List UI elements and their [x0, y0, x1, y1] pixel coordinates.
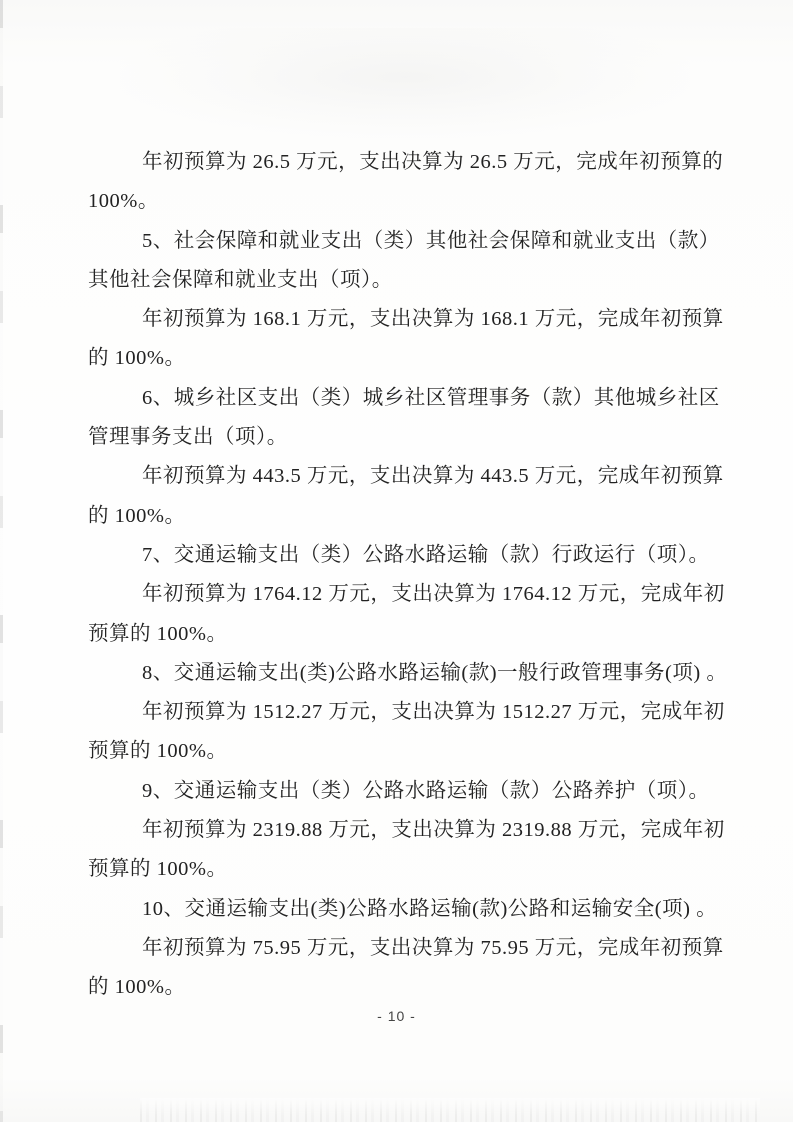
document-line: 9、交通运输支出（类）公路水路运输（款）公路养护（项）。	[142, 779, 710, 802]
document-line: 的 100%。	[88, 976, 186, 999]
document-line: 其他社会保障和就业支出（项）。	[88, 268, 393, 291]
document-line: 5、社会保障和就业支出（类）其他社会保障和就业支出（款）	[142, 229, 720, 252]
document-line: 预算的 100%。	[88, 622, 228, 645]
document-line: 10、交通运输支出(类)公路水路运输(款)公路和运输安全(项) 。	[142, 897, 718, 920]
document-line: 的 100%。	[88, 504, 186, 527]
document-line: 6、城乡社区支出（类）城乡社区管理事务（款）其他城乡社区	[142, 386, 720, 409]
scan-texture-bottom	[140, 1098, 760, 1122]
document-line: 预算的 100%。	[88, 858, 228, 881]
document-line: 预算的 100%。	[88, 740, 228, 763]
document-line: 年初预算为 443.5 万元，支出决算为 443.5 万元，完成年初预算	[142, 465, 724, 488]
document-line: 年初预算为 1764.12 万元，支出决算为 1764.12 万元，完成年初	[142, 583, 725, 606]
scan-edge-left	[0, 0, 3, 1122]
document-line: 8、交通运输支出(类)公路水路运输(款)一般行政管理事务(项) 。	[142, 661, 728, 684]
document-line: 年初预算为 168.1 万元，支出决算为 168.1 万元，完成年初预算	[142, 308, 724, 331]
document-line: 7、交通运输支出（类）公路水路运输（款）行政运行（项）。	[142, 543, 710, 566]
document-line: 年初预算为 26.5 万元，支出决算为 26.5 万元，完成年初预算的	[142, 151, 724, 173]
document-line: 的 100%。	[88, 347, 186, 370]
page-body	[88, 143, 728, 1008]
document-line: 年初预算为 1512.27 万元，支出决算为 1512.27 万元，完成年初	[142, 701, 725, 724]
document-line: 年初预算为 75.95 万元，支出决算为 75.95 万元，完成年初预算	[142, 936, 724, 959]
document-line: 管理事务支出（项）。	[88, 426, 288, 449]
page-number: - 10 -	[377, 1008, 416, 1024]
scan-texture-top	[120, 28, 690, 138]
document-line: 100%。	[88, 190, 159, 213]
document-line: 年初预算为 2319.88 万元，支出决算为 2319.88 万元，完成年初	[142, 819, 725, 842]
